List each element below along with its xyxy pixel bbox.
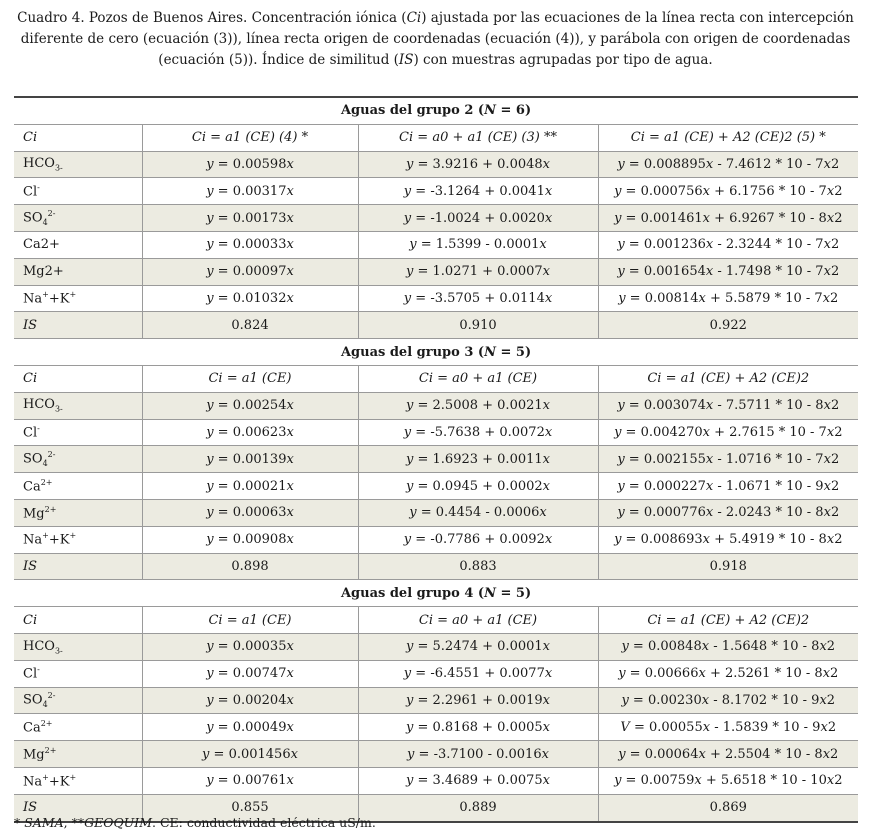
equation-cell: y = 0.004270x + 2.7615 * 10 - 7x2 — [598, 419, 858, 446]
equation-cell: y = -5.7638 + 0.0072x — [358, 419, 598, 446]
group-title: Aguas del grupo 4 (N = 5) — [14, 580, 858, 607]
equation-cell: y = 0.00230x - 8.1702 * 10 - 9x2 — [598, 687, 858, 714]
equation-cell: y = -1.0024 + 0.0020x — [358, 205, 598, 232]
equation-cell: y = 0.8168 + 0.0005x — [358, 714, 598, 741]
equation-cell: y = 3.4689 + 0.0075x — [358, 767, 598, 794]
ion-concentration-table — [14, 96, 858, 823]
ion-label: $Mg^{2+}$ — [14, 499, 142, 526]
equation-cell: y = 2.5008 + 0.0021x — [358, 392, 598, 419]
equation-cell: y = 0.00254x — [142, 392, 358, 419]
equation-cell: y = 0.001456x — [142, 741, 358, 768]
equation-cell: y = 0.00761x — [142, 767, 358, 794]
caption-line-2: diferente de cero (ecuación (3)), línea recta origen de coordenadas (ecuación (4)), y parábola con origen de coordenadas — [20, 31, 851, 47]
ion-label: Na++K+ — [14, 285, 142, 312]
equation-cell: y = 0.00759x + 5.6518 * 10 - 10x2 — [598, 767, 858, 794]
column-header-row — [14, 365, 858, 392]
column-header: Ci — [14, 607, 142, 634]
equation-cell: y = -3.1264 + 0.0041x — [358, 178, 598, 205]
similarity-index-row — [14, 553, 858, 580]
equation-cell: y = 0.000227x - 1.0671 * 10 - 9x2 — [598, 473, 858, 500]
equation-cell: y = 0.00598x — [142, 151, 358, 178]
is-value: 0.889 — [358, 794, 598, 821]
table-row — [14, 419, 858, 446]
ion-label: $HCO_{3-}$ — [14, 392, 142, 419]
equation-cell: y = 0.00317x — [142, 178, 358, 205]
equation-cell: y = 0.008693x + 5.4919 * 10 - 8x2 — [598, 526, 858, 553]
equation-cell: y = 0.00908x — [142, 526, 358, 553]
equation-cell: y = 0.00097x — [142, 258, 358, 285]
table-row — [14, 714, 858, 741]
equation-cell: y = 0.002155x - 1.0716 * 10 - 7x2 — [598, 446, 858, 473]
equation-cell: y = 0.001461x + 6.9267 * 10 - 8x2 — [598, 205, 858, 232]
equation-cell: y = 0.008895x - 7.4612 * 10 - 7x2 — [598, 151, 858, 178]
ion-label: $SO_4^{2-}$ — [14, 687, 142, 714]
equation-cell: y = 0.001654x - 1.7498 * 10 - 7x2 — [598, 258, 858, 285]
equation-cell: y = 0.00623x — [142, 419, 358, 446]
table-footnote: * SAMA, **GEOQUIM. CE: conductividad eléctrica uS/m. — [14, 815, 376, 830]
equation-cell: y = 0.00021x — [142, 473, 358, 500]
table-row — [14, 258, 858, 285]
caption-line-1: Cuadro 4. Pozos de Buenos Aires. Concentración iónica (Ci) ajustada por las ecuaciones de la línea recta con intercepción — [17, 10, 854, 26]
equation-cell: y = 5.2474 + 0.0001x — [358, 633, 598, 660]
is-value: 0.883 — [358, 553, 598, 580]
column-header: Ci = a1 (CE) — [142, 365, 358, 392]
equation-cell: y = 0.00139x — [142, 446, 358, 473]
column-header: Ci = a1 (CE) + A2 (CE)2 (5) * — [598, 124, 858, 151]
equation-cell: y = 1.0271 + 0.0007x — [358, 258, 598, 285]
ion-label: Cl- — [14, 178, 142, 205]
table-row — [14, 767, 858, 794]
column-header: Ci = a0 + a1 (CE) — [358, 365, 598, 392]
ion-label: $Ca^{2+}$ — [14, 714, 142, 741]
equation-cell: y = 0.00064x + 2.5504 * 10 - 8x2 — [598, 741, 858, 768]
table-row — [14, 178, 858, 205]
equation-cell: y = 0.000776x - 2.0243 * 10 - 8x2 — [598, 499, 858, 526]
column-header-row — [14, 607, 858, 634]
equation-cell: y = 1.6923 + 0.0011x — [358, 446, 598, 473]
ion-label: Cl- — [14, 660, 142, 687]
is-value: 0.855 — [142, 794, 358, 821]
equation-cell: y = -6.4551 + 0.0077x — [358, 660, 598, 687]
equation-cell: y = 2.2961 + 0.0019x — [358, 687, 598, 714]
equation-cell: V = 0.00055x - 1.5839 * 10 - 9x2 — [598, 714, 858, 741]
equation-cell: y = 3.9216 + 0.0048x — [358, 151, 598, 178]
ion-label: $SO_4^{2-}$ — [14, 205, 142, 232]
is-value: 0.918 — [598, 553, 858, 580]
column-header: Ci = a1 (CE) (4) * — [142, 124, 358, 151]
table-row — [14, 741, 858, 768]
equation-cell: y = 0.00049x — [142, 714, 358, 741]
equation-cell: y = 0.000756x + 6.1756 * 10 - 7x2 — [598, 178, 858, 205]
equation-cell: y = -3.5705 + 0.0114x — [358, 285, 598, 312]
table-row — [14, 231, 858, 258]
table-row — [14, 446, 858, 473]
table-row — [14, 687, 858, 714]
is-value: 0.898 — [142, 553, 358, 580]
table-row — [14, 205, 858, 232]
similarity-index-row — [14, 312, 858, 339]
equation-cell: y = 0.003074x - 7.5711 * 10 - 8x2 — [598, 392, 858, 419]
column-header: Ci = a1 (CE) + A2 (CE)2 — [598, 365, 858, 392]
ion-label: Ca2+ — [14, 231, 142, 258]
table-row — [14, 392, 858, 419]
is-value: 0.910 — [358, 312, 598, 339]
table-row — [14, 526, 858, 553]
equation-cell: y = 0.00033x — [142, 231, 358, 258]
column-header: Ci = a0 + a1 (CE) (3) ** — [358, 124, 598, 151]
group-title-row — [14, 580, 858, 607]
equation-cell: y = 0.001236x - 2.3244 * 10 - 7x2 — [598, 231, 858, 258]
equation-cell: y = -0.7786 + 0.0092x — [358, 526, 598, 553]
is-value: 0.922 — [598, 312, 858, 339]
equation-cell: y = 0.00666x + 2.5261 * 10 - 8x2 — [598, 660, 858, 687]
group-title: Aguas del grupo 3 (N = 5) — [14, 339, 858, 366]
equation-cell: y = 0.00747x — [142, 660, 358, 687]
table-row — [14, 151, 858, 178]
equation-cell: y = 0.00848x - 1.5648 * 10 - 8x2 — [598, 633, 858, 660]
column-header: Ci = a1 (CE) + A2 (CE)2 — [598, 607, 858, 634]
group-title-row — [14, 97, 858, 124]
equation-cell: y = 0.00063x — [142, 499, 358, 526]
equation-cell: y = 0.00204x — [142, 687, 358, 714]
equation-cell: y = 0.0945 + 0.0002x — [358, 473, 598, 500]
ion-label: $HCO_{3-}$ — [14, 151, 142, 178]
column-header: Ci = a1 (CE) — [142, 607, 358, 634]
column-header: Ci = a0 + a1 (CE) — [358, 607, 598, 634]
equation-cell: y = -3.7100 - 0.0016x — [358, 741, 598, 768]
ion-label: $SO_4^{2-}$ — [14, 446, 142, 473]
table-row — [14, 660, 858, 687]
equation-cell: y = 0.01032x — [142, 285, 358, 312]
group-title: Aguas del grupo 2 (N = 6) — [14, 97, 858, 124]
table-row — [14, 633, 858, 660]
is-value: 0.869 — [598, 794, 858, 821]
ion-label: Mg2+ — [14, 258, 142, 285]
equation-cell: y = 1.5399 - 0.0001x — [358, 231, 598, 258]
ion-label: Cl- — [14, 419, 142, 446]
is-value: 0.824 — [142, 312, 358, 339]
column-header: Ci — [14, 365, 142, 392]
is-label: IS — [14, 312, 142, 339]
is-label: IS — [14, 553, 142, 580]
table-caption — [14, 8, 857, 71]
column-header-row — [14, 124, 858, 151]
table-row — [14, 473, 858, 500]
ion-label: Na++K+ — [14, 526, 142, 553]
ion-label: $Mg^{2+}$ — [14, 741, 142, 768]
equation-cell: y = 0.00173x — [142, 205, 358, 232]
equation-cell: y = 0.00035x — [142, 633, 358, 660]
equation-cell: y = 0.4454 - 0.0006x — [358, 499, 598, 526]
ion-label: $HCO_{3-}$ — [14, 633, 142, 660]
table-row — [14, 285, 858, 312]
is-label: IS — [14, 794, 142, 821]
equation-cell: y = 0.00814x + 5.5879 * 10 - 7x2 — [598, 285, 858, 312]
column-header: Ci — [14, 124, 142, 151]
ion-label: Na++K+ — [14, 767, 142, 794]
group-title-row — [14, 339, 858, 366]
caption-line-3: (ecuación (5)). Índice de similitud (IS) con muestras agrupadas por tipo de agua. — [158, 52, 713, 68]
table-row — [14, 499, 858, 526]
ion-label: $Ca^{2+}$ — [14, 473, 142, 500]
